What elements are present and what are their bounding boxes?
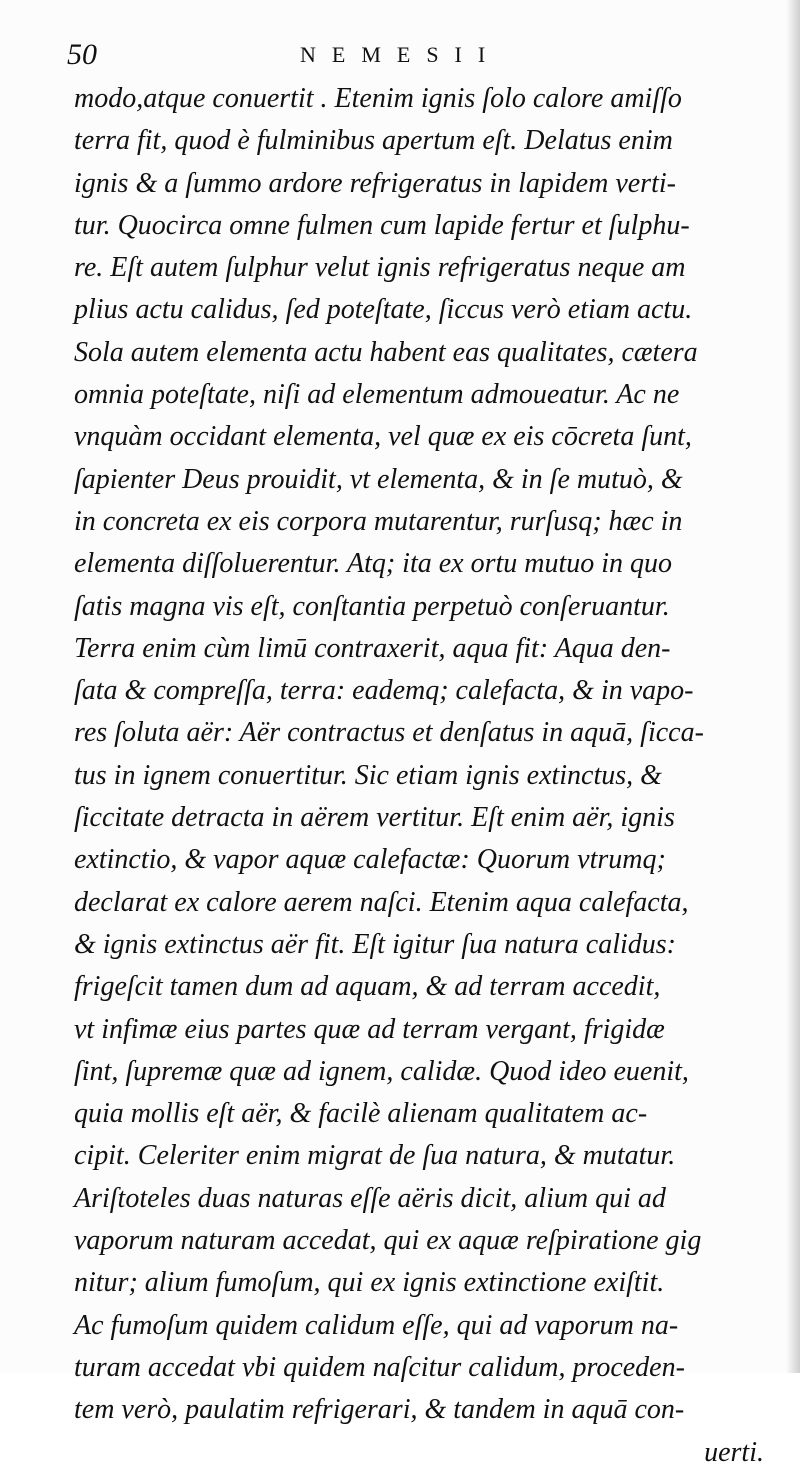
text-line: ſiccitate detracta in aërem vertitur. Eſt enim aër, ignis	[74, 802, 675, 834]
text-line: ſatis magna vis eſt, conſtantia perpetuò conſeruantur.	[74, 590, 670, 622]
body-text	[74, 78, 774, 1474]
text-line: tur. Quocirca omne fulmen cum lapide fertur et ſulphu-	[74, 209, 690, 241]
text-line: extinctio, & vapor aquæ calefactæ: Quorum vtrumq;	[74, 844, 666, 876]
text-line: res ſoluta aër: Aër contractus et denſatus in aquā, ſicca-	[74, 717, 704, 749]
text-line: ignis & a ſummo ardore refrigeratus in lapidem verti-	[74, 167, 676, 199]
text-line: re. Eſt autem ſulphur velut ignis refrigeratus neque am	[74, 252, 686, 284]
text-line: Sola autem elementa actu habent eas qualitates, cætera	[74, 336, 698, 368]
page-number: 50	[67, 38, 97, 71]
text-line: omnia poteſtate, niſi ad elementum admoueatur. Ac ne	[74, 379, 680, 411]
page-edge-shadow	[786, 0, 800, 1373]
text-line: plius actu calidus, ſed poteſtate, ſiccus verò etiam actu.	[74, 294, 693, 326]
text-line: Ariſtoteles duas naturas eſſe aëris dicit, alium qui ad	[74, 1182, 666, 1214]
text-line: tus in ignem conuertitur. Sic etiam ignis extinctus, &	[74, 759, 662, 791]
text-line: declarat ex calore aerem naſci. Etenim aqua calefacta,	[74, 886, 689, 918]
text-line-last: uerti.	[704, 1436, 764, 1468]
text-line: & ignis extinctus aër fit. Eſt igitur ſua natura calidus:	[74, 928, 676, 960]
text-line: terra fit, quod è fulminibus apertum eſt. Delatus enim	[74, 125, 673, 157]
text-line: turam accedat vbi quidem naſcitur calidum, proceden-	[74, 1351, 685, 1383]
text-line: ſata & compreſſa, terra: eademq; calefacta, & in vapo-	[74, 675, 694, 707]
text-line: frigeſcit tamen dum ad aquam, & ad terram accedit,	[74, 971, 661, 1003]
text-line: cipit. Celeriter enim migrat de ſua natura, & mutatur.	[74, 1140, 676, 1172]
text-line: in concreta ex eis corpora mutarentur, rurſusq; hæc in	[74, 505, 683, 537]
text-line: vnquàm occidant elementa, vel quæ ex eis cōcreta ſunt,	[74, 421, 692, 453]
text-line: ſapienter Deus prouidit, vt elementa, & in ſe mutuò, &	[74, 463, 683, 495]
text-line: vaporum naturam accedat, qui ex aquæ reſpiratione gig	[74, 1225, 702, 1257]
text-line: tem verò, paulatim refrigerari, & tandem in aquā con-	[74, 1394, 685, 1426]
text-line: nitur; alium fumoſum, qui ex ignis extinctione exiſtit.	[74, 1267, 665, 1299]
text-line: elementa diſſoluerentur. Atq; ita ex ortu mutuo in quo	[74, 548, 673, 580]
text-line: Terra enim cùm limū contraxerit, aqua fit: Aqua den-	[74, 632, 671, 664]
text-line: quia mollis eſt aër, & facilè alienam qualitatem ac-	[74, 1098, 648, 1130]
text-line: modo,atque conuertit . Etenim ignis ſolo calore amiſſo	[74, 83, 682, 114]
text-line: ſint, ſupremæ quæ ad ignem, calidæ. Quod ideo euenit,	[74, 1055, 689, 1087]
text-line: vt infimæ eius partes quæ ad terram vergant, frigidæ	[74, 1013, 665, 1045]
running-head: NEMESII	[300, 42, 502, 67]
text-line: Ac fumoſum quidem calidum eſſe, qui ad vaporum na-	[74, 1309, 679, 1341]
